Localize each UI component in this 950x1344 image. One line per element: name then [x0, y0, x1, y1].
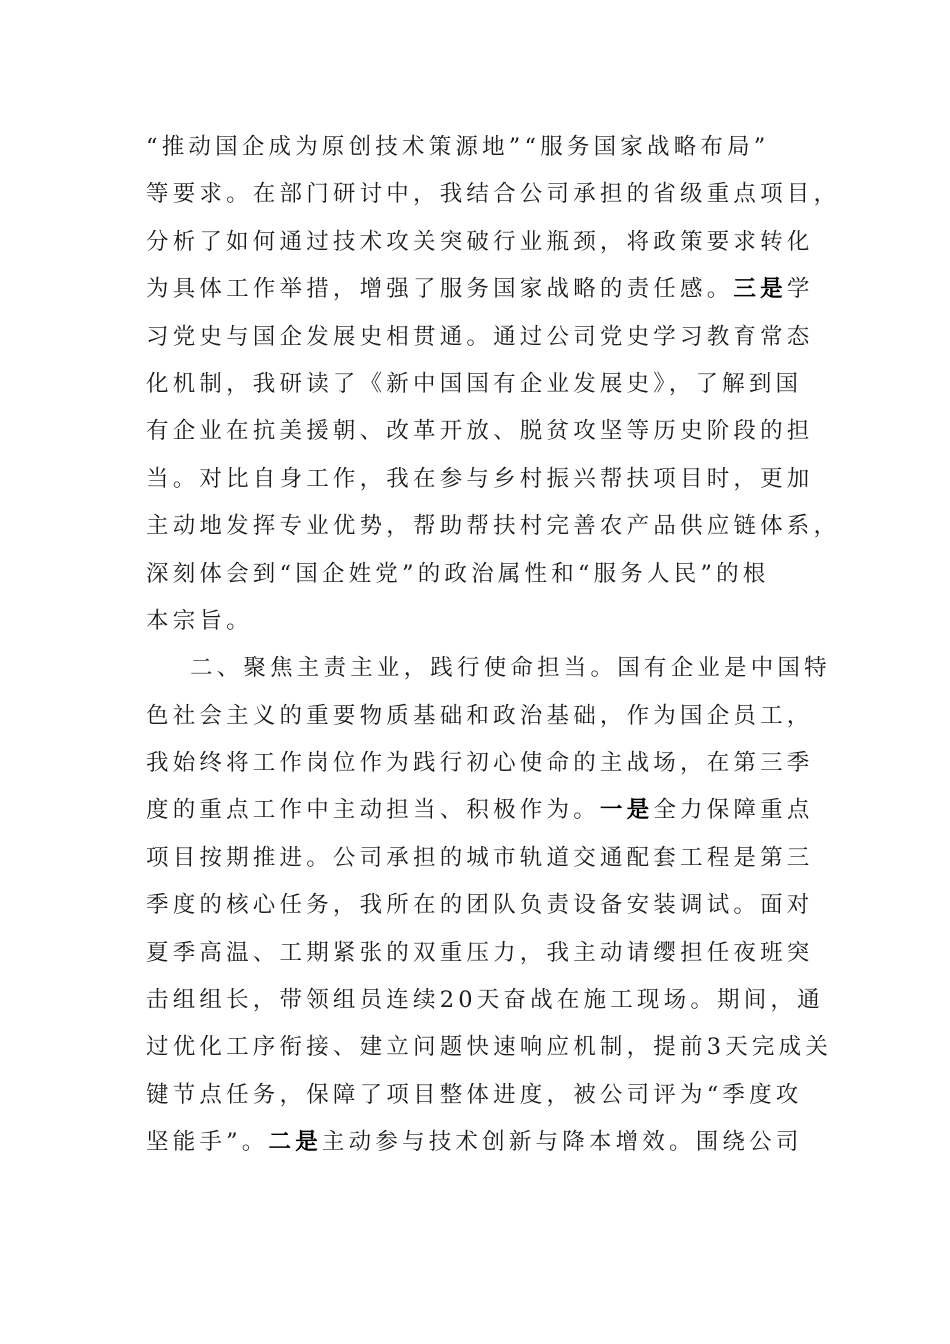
text-run: 化机制，我研读了《新中国国有企业发展史》，了解到国 — [146, 370, 803, 397]
text-line — [146, 835, 814, 882]
text-run: 等要求。在部门研讨中，我结合公司承担的省级重点项目， — [146, 181, 841, 208]
text-line — [146, 456, 814, 503]
text-line — [146, 882, 814, 929]
text-line — [146, 598, 806, 645]
text-line — [146, 124, 806, 171]
text-run: 色社会主义的重要物质基础和政治基础，作为国企员工， — [146, 702, 814, 729]
text-run: 击组组长，带领组员连续20天奋战在施工现场。期间，通 — [146, 987, 824, 1014]
text-run: 习党史与国企发展史相贯通。通过公司党史学习教育常态 — [146, 323, 814, 350]
text-line — [146, 977, 824, 1024]
text-run: 我始终将工作岗位作为践行初心使命的主战场，在第三季 — [146, 750, 814, 777]
text-run: 二、聚焦主责主业，践行使命担当。国有企业是中国特 — [190, 655, 831, 682]
text-line — [146, 1119, 806, 1166]
text-run: “推动国企成为原创技术策源地”“服务国家战略布局” — [146, 134, 770, 160]
text-line — [146, 171, 841, 218]
text-run: 坚能手”。 — [146, 1129, 269, 1156]
text-line — [146, 266, 814, 313]
text-line — [146, 1024, 833, 1071]
text-run: 为具体工作举措，增强了服务国家战略的责任感。 — [146, 276, 734, 303]
text-line — [146, 219, 814, 266]
text-run: 本宗旨。 — [146, 607, 253, 634]
paragraph-section-two — [146, 645, 833, 1166]
text-line — [146, 1072, 806, 1119]
text-run: 深刻体会到“国企姓党”的政治属性和“服务人民”的根 — [146, 560, 770, 587]
text-line — [146, 314, 814, 361]
section-heading-line — [146, 645, 831, 692]
text-run: 学 — [786, 276, 814, 303]
text-run: 夏季高温、工期紧张的双重压力，我主动请缨担任夜班突 — [146, 939, 814, 966]
text-line — [146, 693, 814, 740]
bold-point-marker-three: 三是 — [733, 276, 787, 303]
text-run: 键节点任务，保障了项目整体进度，被公司评为“季度攻 — [146, 1081, 803, 1108]
text-line — [146, 408, 814, 455]
text-run: 分析了如何通过技术攻关突破行业瓶颈，将政策要求转化 — [146, 228, 814, 255]
text-run: 当。对比自身工作，我在参与乡村振兴帮扶项目时，更加 — [146, 465, 814, 492]
text-line — [146, 740, 814, 787]
text-line — [146, 787, 814, 834]
text-line — [146, 551, 806, 598]
document-body — [146, 124, 841, 1167]
text-line — [146, 503, 841, 550]
bold-point-marker-two: 二是 — [268, 1129, 322, 1156]
paragraph-study-continuation — [146, 124, 841, 645]
text-line — [146, 361, 806, 408]
text-run: 主动参与技术创新与降本增效。围绕公司 — [321, 1129, 803, 1156]
text-line — [146, 930, 814, 977]
text-run: 季度的核心任务，我所在的团队负责设备安装调试。面对 — [146, 892, 814, 919]
bold-point-marker-one: 一是 — [599, 797, 654, 824]
text-run: 项目按期推进。公司承担的城市轨道交通配套工程是第三 — [146, 844, 814, 871]
text-run: 度的重点工作中主动担当、积极作为。 — [146, 797, 600, 824]
text-run: 主动地发挥专业优势，帮助帮扶村完善农产品供应链体系， — [146, 513, 841, 540]
text-run: 有企业在抗美援朝、改革开放、脱贫攻坚等历史阶段的担 — [146, 418, 814, 445]
text-run: 过优化工序衔接、建立问题快速响应机制，提前3天完成关 — [146, 1034, 833, 1061]
text-run: 全力保障重点 — [653, 797, 814, 824]
